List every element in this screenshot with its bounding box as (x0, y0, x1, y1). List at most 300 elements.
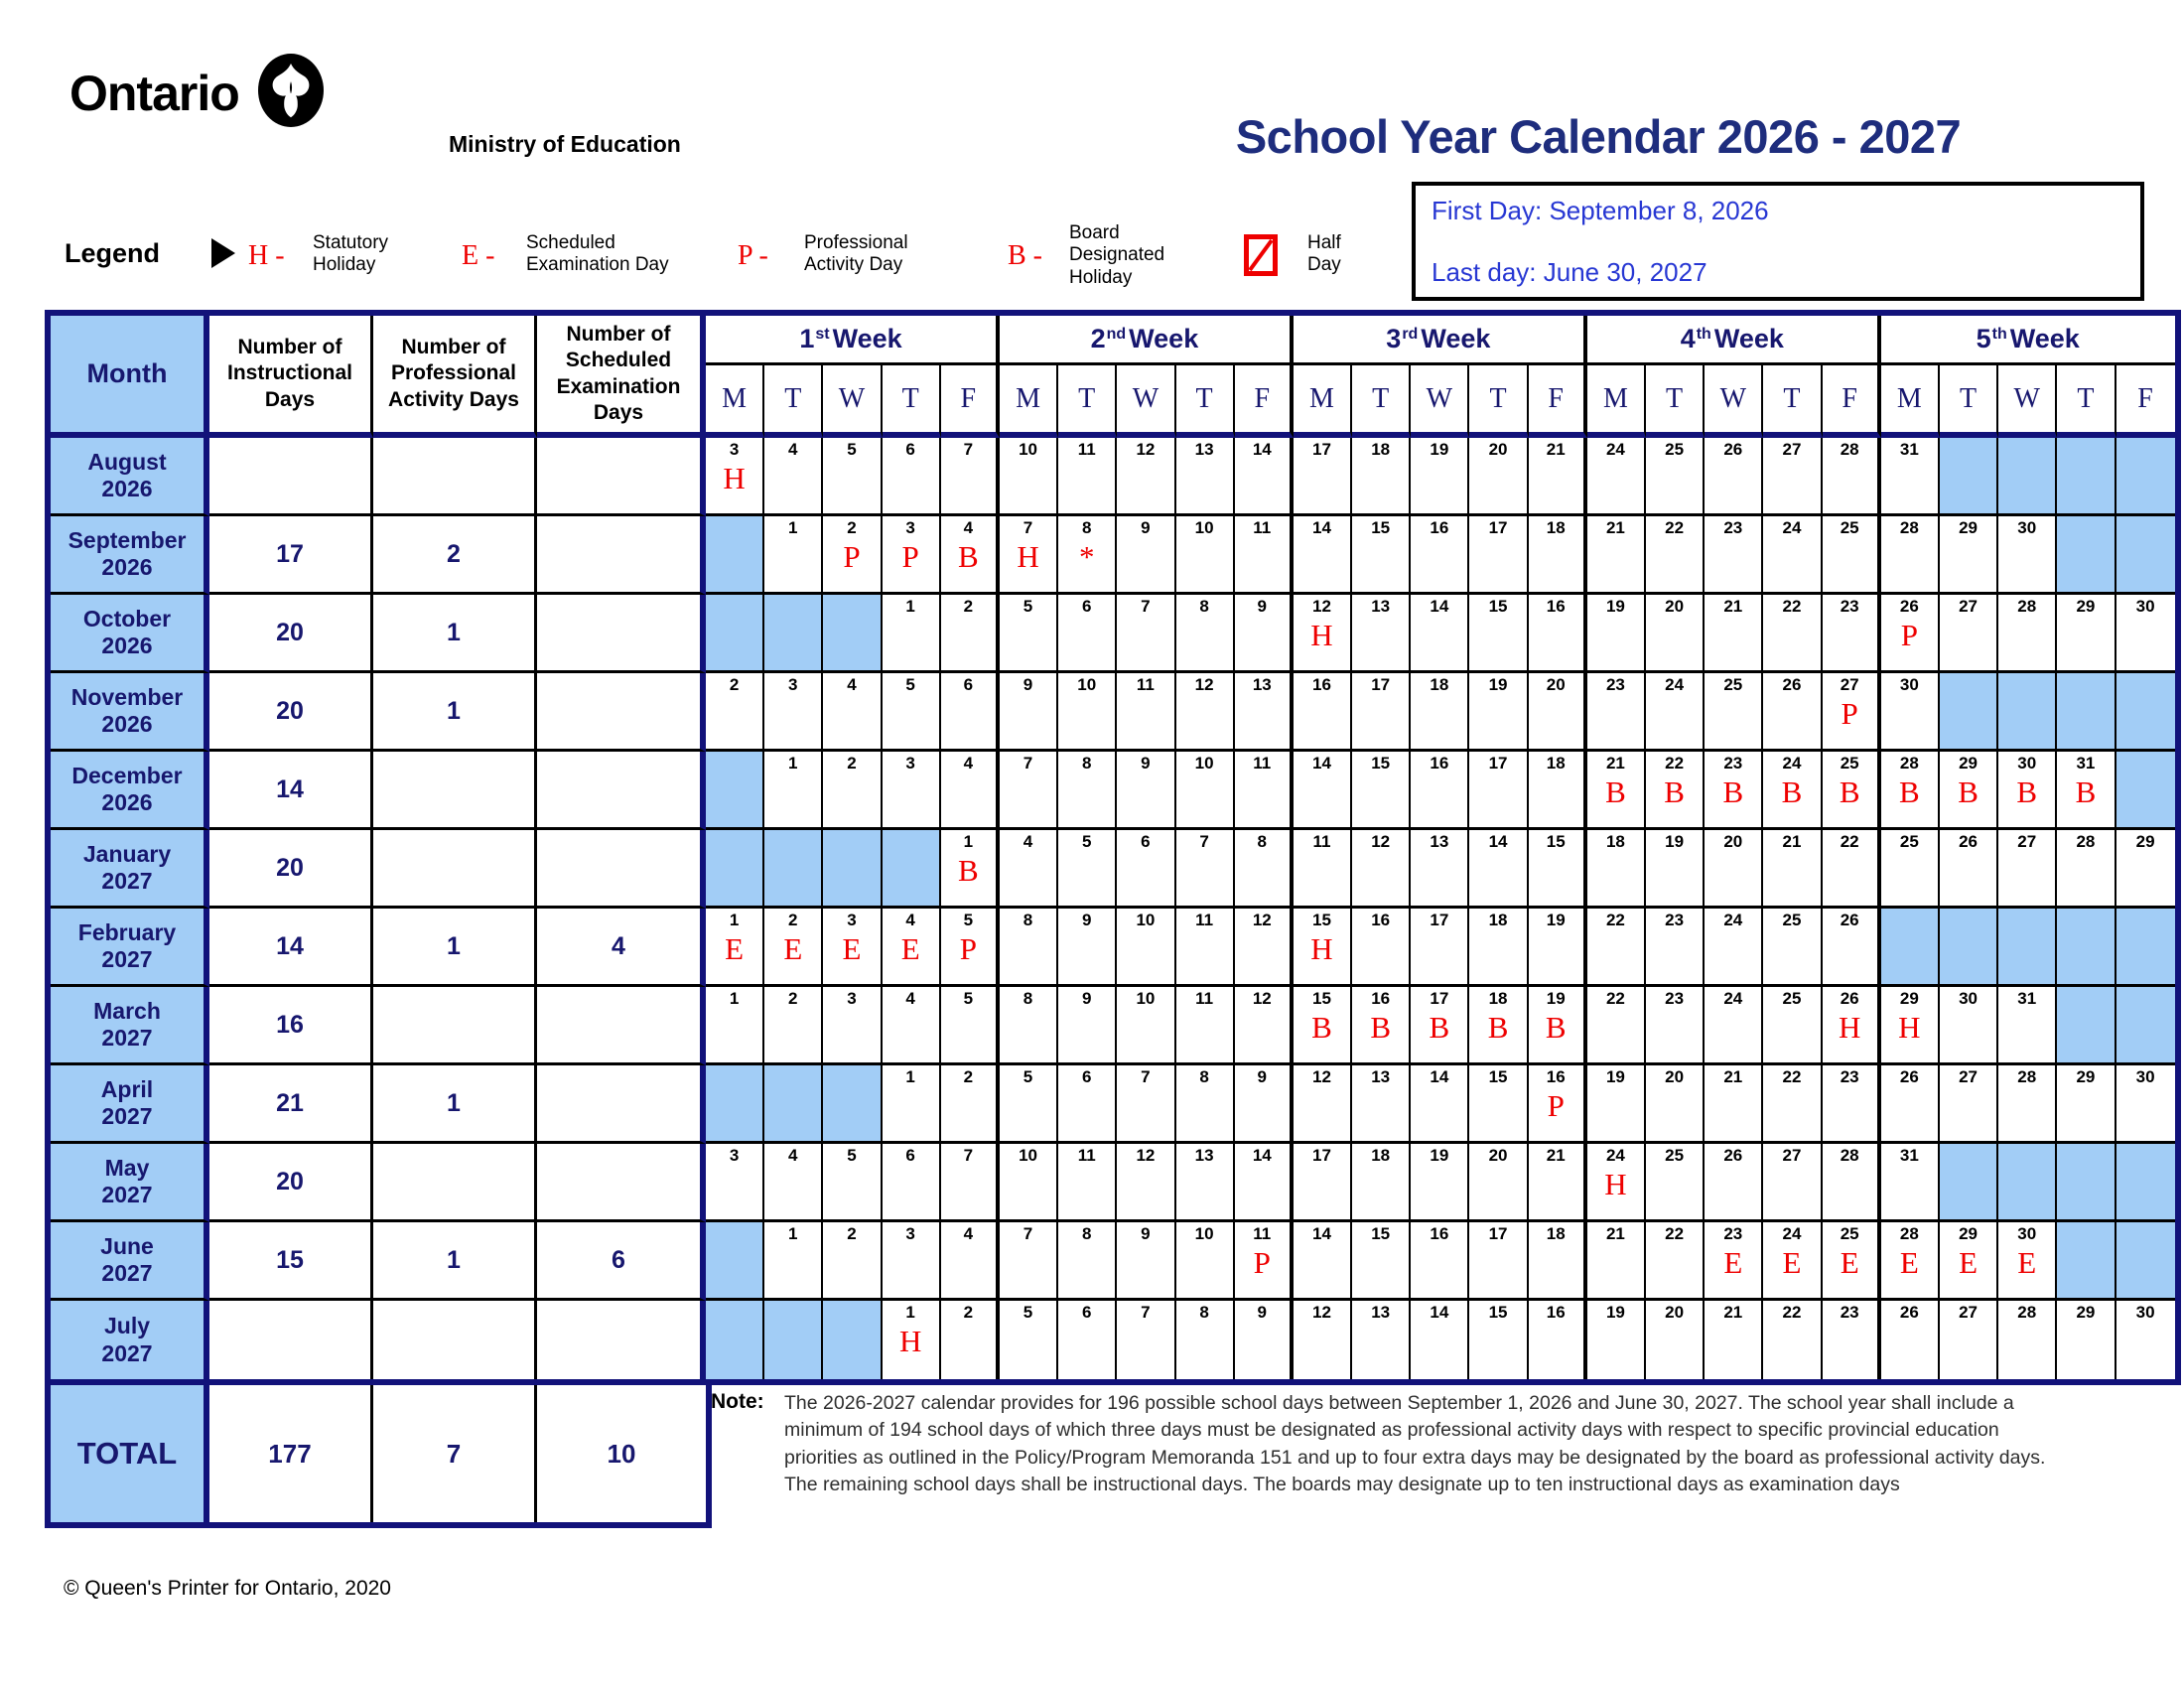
calendar-cell-day: 3 E (823, 909, 882, 987)
calendar-cell-day: 14 (1411, 1065, 1469, 1144)
calendar-cell-day: 9 (1117, 516, 1175, 595)
calendar-cell-day: 6 (1117, 830, 1175, 909)
calendar-cell-day: 20 (1529, 673, 1587, 752)
day-marker: B (1839, 774, 1860, 809)
calendar-cell-day: 5 (1000, 1065, 1058, 1144)
calendar-cell-day: 26 (1763, 673, 1822, 752)
month-name: August 2026 (51, 438, 209, 516)
day-letter-header: T (1469, 365, 1528, 438)
exam-days-value (537, 1144, 706, 1222)
dates-box (1412, 182, 2144, 301)
calendar-cell-day: 1 E (706, 909, 764, 987)
professional-activity-days-value: 1 (373, 1222, 537, 1301)
instructional-days-value: 17 (209, 516, 373, 595)
calendar-cell-day: 14 (1411, 1301, 1469, 1379)
professional-activity-days-value: 1 (373, 673, 537, 752)
calendar-cell-day: 22 (1823, 830, 1881, 909)
calendar-cell-day: 2 (941, 1301, 1000, 1379)
day-marker: B (1605, 774, 1626, 809)
calendar-cell-day: 14 (1294, 516, 1352, 595)
calendar-cell-day: 15 H (1294, 909, 1352, 987)
day-letter-header: T (1646, 365, 1705, 438)
week-header: 3 rd Week (1294, 316, 1587, 365)
day-marker: E (1899, 1244, 1919, 1280)
exam-days-value (537, 987, 706, 1065)
calendar-cell-day: 17 (1469, 516, 1528, 595)
legend-line: Professional (804, 232, 908, 253)
calendar-cell-blank (2057, 516, 2116, 595)
calendar-cell-day: 16 (1411, 1222, 1469, 1301)
calendar-cell-day: 15 (1352, 1222, 1411, 1301)
calendar-cell-day: 28 (1998, 595, 2057, 673)
calendar-cell-day: 16 (1529, 595, 1587, 673)
calendar-cell-day: 30 B (1998, 752, 2057, 830)
calendar-cell-day: 29 (2057, 1065, 2116, 1144)
calendar-cell-day: 10 (1000, 438, 1058, 516)
calendar-cell-day: 6 (941, 673, 1000, 752)
day-marker: E (1959, 1244, 1978, 1280)
trillium-logo-icon (255, 52, 327, 134)
calendar-cell-blank (2116, 673, 2175, 752)
month-name: February 2027 (51, 909, 209, 987)
day-marker: E (1723, 1244, 1743, 1280)
calendar-cell-day: 24 (1705, 987, 1763, 1065)
day-marker: B (1781, 774, 1803, 809)
month-name: September 2026 (51, 516, 209, 595)
calendar-cell-day: 3 P (883, 516, 941, 595)
calendar-cell-blank (1940, 1144, 1998, 1222)
exam-days-value (537, 1065, 706, 1144)
day-marker: H (1310, 617, 1333, 652)
calendar-cell-day: 18 B (1469, 987, 1528, 1065)
calendar-cell-day: 26 (1881, 1065, 1940, 1144)
calendar-cell-day: 7 (1117, 595, 1175, 673)
calendar-cell-day: 21 (1705, 1065, 1763, 1144)
exam-days-value (537, 673, 706, 752)
legend-label-exam-day (526, 232, 669, 277)
instructional-days-header: Number of Instructional Days (209, 316, 373, 438)
calendar-cell-day: 12 (1294, 1065, 1352, 1144)
day-letter-header: F (1823, 365, 1881, 438)
calendar-cell-day: 19 (1529, 909, 1587, 987)
day-marker: B (1370, 1009, 1391, 1045)
day-letter-header: T (764, 365, 823, 438)
calendar-cell-day: 9 (1058, 909, 1117, 987)
calendar-cell-blank (2116, 1222, 2175, 1301)
legend-line: Holiday (313, 254, 376, 276)
calendar-cell-day: 25 (1763, 987, 1822, 1065)
calendar-cell-day: 13 (1176, 1144, 1235, 1222)
calendar-cell-blank (706, 752, 764, 830)
calendar-cell-day: 26 H (1823, 987, 1881, 1065)
day-marker: P (1253, 1244, 1271, 1280)
note (711, 1390, 2071, 1498)
legend-line: Activity Day (804, 254, 903, 276)
calendar-cell-day: 24 (1646, 673, 1705, 752)
calendar-cell-day: 26 (1823, 909, 1881, 987)
total-instructional-days: 177 (209, 1385, 373, 1522)
calendar-cell-day: 11 (1235, 752, 1294, 830)
calendar-cell-day: 21 B (1587, 752, 1646, 830)
calendar-cell-day: 9 (1000, 673, 1058, 752)
total-label: TOTAL (51, 1385, 209, 1522)
calendar-cell-blank (2116, 438, 2175, 516)
calendar-cell-day: 2 E (764, 909, 823, 987)
calendar-cell-day: 27 (1998, 830, 2057, 909)
calendar-cell-day: 4 (941, 752, 1000, 830)
calendar-cell-day: 5 (1000, 1301, 1058, 1379)
calendar-cell-day: 1 B (941, 830, 1000, 909)
calendar-cell-day: 8 (1058, 1222, 1117, 1301)
legend-line: Statutory (313, 232, 389, 253)
instructional-days-value: 16 (209, 987, 373, 1065)
calendar-cell-day: 24 (1705, 909, 1763, 987)
half-day-icon (1244, 234, 1278, 276)
calendar-cell-day: 23 (1646, 909, 1705, 987)
day-marker: B (1311, 1009, 1332, 1045)
day-marker: * (1078, 538, 1095, 574)
calendar-cell-day: 11 (1058, 1144, 1117, 1222)
calendar-cell-day: 4 E (883, 909, 941, 987)
calendar-cell-day: 24 (1587, 438, 1646, 516)
week-header: 2 nd Week (1000, 316, 1294, 365)
calendar-cell-day: 30 (2116, 1065, 2175, 1144)
calendar-cell-day: 15 (1469, 595, 1528, 673)
calendar-cell-day: 2 (941, 595, 1000, 673)
calendar-cell-day: 6 (1058, 595, 1117, 673)
day-marker: B (1487, 1009, 1509, 1045)
day-marker: H (1604, 1166, 1627, 1201)
calendar-cell-day: 6 (883, 438, 941, 516)
calendar-cell-day: 20 (1646, 1065, 1705, 1144)
day-marker: E (1782, 1244, 1802, 1280)
day-marker: E (900, 930, 920, 966)
calendar-cell-day: 25 (1881, 830, 1940, 909)
day-letter-header: M (1000, 365, 1058, 438)
copyright: © Queen's Printer for Ontario, 2020 (64, 1577, 391, 1600)
calendar-cell-day: 28 (1881, 516, 1940, 595)
ministry-label: Ministry of Education (449, 131, 681, 157)
calendar-cell-day: 19 (1469, 673, 1528, 752)
day-letter-header: W (1705, 365, 1763, 438)
calendar-cell-day: 16 (1352, 909, 1411, 987)
calendar-cell-day: 22 (1763, 1065, 1822, 1144)
calendar-cell-day: 21 (1705, 1301, 1763, 1379)
day-marker: B (2075, 774, 2097, 809)
calendar-cell-day: 23 (1646, 987, 1705, 1065)
calendar-cell-day: 31 (1881, 438, 1940, 516)
calendar-cell-day: 15 (1469, 1065, 1528, 1144)
day-marker: P (1841, 695, 1858, 731)
professional-activity-days-value: 2 (373, 516, 537, 595)
calendar-cell-blank (1940, 909, 1998, 987)
calendar-cell-day: 27 (1940, 1065, 1998, 1144)
calendar-cell-blank (823, 595, 882, 673)
day-marker: P (901, 538, 919, 574)
month-column-header: Month (51, 316, 209, 438)
calendar-cell-day: 24 E (1763, 1222, 1822, 1301)
calendar-cell-day: 17 (1411, 909, 1469, 987)
calendar-cell-day: 22 (1587, 987, 1646, 1065)
calendar-cell-day: 1 (706, 987, 764, 1065)
day-letter-header: T (2057, 365, 2116, 438)
week-header: 5 th Week (1881, 316, 2175, 365)
legend-symbol-p: P - (738, 240, 768, 271)
calendar-cell-day: 18 (1352, 438, 1411, 516)
calendar-cell-day: 19 (1411, 438, 1469, 516)
calendar-cell-day: 17 B (1411, 987, 1469, 1065)
month-name: March 2027 (51, 987, 209, 1065)
calendar-cell-blank (1940, 438, 1998, 516)
calendar-cell-day: 15 (1352, 752, 1411, 830)
calendar-cell-day: 10 (1176, 516, 1235, 595)
calendar-cell-day: 12 H (1294, 595, 1352, 673)
calendar-cell-blank (706, 595, 764, 673)
calendar-cell-day: 26 (1705, 1144, 1763, 1222)
month-name: June 2027 (51, 1222, 209, 1301)
calendar-cell-day: 16 B (1352, 987, 1411, 1065)
day-letter-header: M (1587, 365, 1646, 438)
calendar-cell-day: 19 (1411, 1144, 1469, 1222)
month-name: May 2027 (51, 1144, 209, 1222)
calendar-cell-day: 29 (2057, 1301, 2116, 1379)
instructional-days-value: 20 (209, 1144, 373, 1222)
exam-days-value (537, 752, 706, 830)
calendar-cell-day: 13 (1352, 595, 1411, 673)
calendar-cell-day: 2 (941, 1065, 1000, 1144)
calendar-cell-day: 7 (1117, 1301, 1175, 1379)
calendar-cell-day: 18 (1529, 752, 1587, 830)
day-letter-header: T (1940, 365, 1998, 438)
calendar-cell-day: 18 (1469, 909, 1528, 987)
day-marker: P (959, 930, 977, 966)
calendar-cell-day: 10 (1176, 752, 1235, 830)
day-letter-header: T (883, 365, 941, 438)
calendar-cell-day: 7 (1176, 830, 1235, 909)
professional-activity-days-value (373, 830, 537, 909)
day-letter-header: F (1235, 365, 1294, 438)
calendar-cell-day: 8 (1000, 909, 1058, 987)
calendar-cell-day: 8 * (1058, 516, 1117, 595)
calendar-cell-day: 29 E (1940, 1222, 1998, 1301)
calendar-cell-day: 21 (1587, 1222, 1646, 1301)
calendar-cell-day: 3 (706, 1144, 764, 1222)
calendar-cell-day: 4 (764, 438, 823, 516)
professional-activity-days-value (373, 1144, 537, 1222)
instructional-days-value (209, 1301, 373, 1379)
calendar-cell-day: 19 (1646, 830, 1705, 909)
calendar-cell-blank (1998, 438, 2057, 516)
calendar-cell-day: 14 (1235, 438, 1294, 516)
calendar-cell-day: 7 (1000, 752, 1058, 830)
calendar-cell-day: 22 (1646, 1222, 1705, 1301)
calendar-cell-day: 23 (1823, 595, 1881, 673)
calendar-cell-day: 26 (1705, 438, 1763, 516)
legend-label-board-holiday (1069, 222, 1164, 289)
calendar-cell-day: 2 (823, 1222, 882, 1301)
calendar-cell-day: 30 E (1998, 1222, 2057, 1301)
calendar-cell-blank (883, 830, 941, 909)
day-marker: H (1898, 1009, 1921, 1045)
month-name: January 2027 (51, 830, 209, 909)
calendar-cell-day: 23 B (1705, 752, 1763, 830)
calendar-cell-day: 2 (706, 673, 764, 752)
calendar-cell-day: 11 (1176, 987, 1235, 1065)
month-name: November 2026 (51, 673, 209, 752)
calendar-cell-day: 29 B (1940, 752, 1998, 830)
calendar-cell-day: 4 (941, 1222, 1000, 1301)
exam-days-value: 4 (537, 909, 706, 987)
calendar-cell-day: 23 (1823, 1301, 1881, 1379)
day-letter-header: T (1763, 365, 1822, 438)
calendar-cell-day: 1 H (883, 1301, 941, 1379)
total-exam-days: 10 (607, 1438, 636, 1469)
calendar-cell-day: 14 (1294, 1222, 1352, 1301)
calendar-cell-day: 15 (1469, 1301, 1528, 1379)
instructional-days-value: 20 (209, 830, 373, 909)
legend-line: Board (1069, 222, 1120, 243)
calendar-cell-day: 3 (883, 1222, 941, 1301)
calendar-cell-blank (823, 1065, 882, 1144)
calendar-cell-day: 13 (1352, 1301, 1411, 1379)
calendar-cell-day: 24 H (1587, 1144, 1646, 1222)
calendar-cell-day: 11 (1117, 673, 1175, 752)
exam-days-header: Number of Scheduled Examination Days (537, 316, 706, 438)
day-letter-header: T (1176, 365, 1235, 438)
calendar-cell-day: 6 (883, 1144, 941, 1222)
calendar-cell-day: 28 B (1881, 752, 1940, 830)
calendar-cell-day: 20 (1646, 595, 1705, 673)
calendar-cell-day: 25 (1646, 1144, 1705, 1222)
day-marker: B (1899, 774, 1920, 809)
calendar-cell-day: 22 (1763, 595, 1822, 673)
exam-days-value (537, 1301, 706, 1379)
calendar-cell-day: 15 (1352, 516, 1411, 595)
last-day-text: Last day: June 30, 2027 (1432, 257, 1707, 287)
calendar-cell-day: 1 (883, 595, 941, 673)
calendar-cell-day: 11 (1294, 830, 1352, 909)
calendar-cell-day: 19 (1587, 595, 1646, 673)
calendar-cell-day: 21 (1529, 1144, 1587, 1222)
calendar-cell-blank (706, 1301, 764, 1379)
calendar-cell-blank (706, 516, 764, 595)
calendar-cell-day: 5 (823, 438, 882, 516)
calendar-cell-day: 29 (2057, 595, 2116, 673)
calendar-cell-day: 8 (1176, 595, 1235, 673)
day-marker: B (958, 538, 979, 574)
ontario-logo (69, 52, 327, 134)
total-row (45, 1379, 712, 1528)
professional-activity-days-value (373, 1301, 537, 1379)
calendar-cell-day: 10 (1000, 1144, 1058, 1222)
calendar-cell-day: 12 (1117, 1144, 1175, 1222)
calendar-cell-day: 16 (1411, 752, 1469, 830)
calendar-cell-blank (1940, 673, 1998, 752)
legend-line: Designated (1069, 244, 1165, 266)
legend-line: Day (1307, 254, 1341, 276)
calendar-cell-day: 11 (1058, 438, 1117, 516)
calendar-cell-day: 28 (2057, 830, 2116, 909)
calendar-cell-blank (2116, 752, 2175, 830)
calendar-cell-day: 30 (1998, 516, 2057, 595)
calendar-cell-day: 15 (1529, 830, 1587, 909)
calendar-cell-day: 20 (1469, 1144, 1528, 1222)
calendar-cell-day: 12 (1352, 830, 1411, 909)
professional-activity-days-value (373, 987, 537, 1065)
calendar-cell-day: 12 (1117, 438, 1175, 516)
calendar-cell-day: 7 (1000, 1222, 1058, 1301)
calendar-cell-day: 8 (1176, 1065, 1235, 1144)
calendar-cell-day: 14 (1411, 595, 1469, 673)
day-letter-header: W (1117, 365, 1175, 438)
calendar-cell-day: 31 B (2057, 752, 2116, 830)
calendar-cell-day: 20 (1469, 438, 1528, 516)
instructional-days-value: 15 (209, 1222, 373, 1301)
calendar-cell-day: 25 (1705, 673, 1763, 752)
calendar-cell-day: 23 (1587, 673, 1646, 752)
calendar-cell-day: 26 (1940, 830, 1998, 909)
legend-label-statutory-holiday (313, 232, 388, 277)
calendar-cell-day: 9 (1235, 1301, 1294, 1379)
calendar-cell-day: 2 P (823, 516, 882, 595)
calendar-cell-day: 27 (1940, 1301, 1998, 1379)
calendar-cell-day: 6 (1058, 1065, 1117, 1144)
calendar-cell-day: 7 H (1000, 516, 1058, 595)
calendar-cell-day: 9 (1235, 595, 1294, 673)
calendar-cell-day: 14 (1294, 752, 1352, 830)
exam-days-value (537, 516, 706, 595)
calendar-table (45, 310, 2181, 1385)
total-professional-activity-days: 7 (373, 1385, 537, 1522)
calendar-cell-blank (2057, 438, 2116, 516)
calendar-cell-blank (2057, 987, 2116, 1065)
legend-symbol-e: E - (462, 240, 495, 271)
calendar-cell-day: 18 (1411, 673, 1469, 752)
day-marker: H (723, 460, 746, 495)
calendar-cell-blank (2057, 909, 2116, 987)
calendar-cell-day: 10 (1117, 987, 1175, 1065)
legend-line: Holiday (1069, 266, 1133, 288)
day-marker: H (1310, 930, 1333, 966)
month-name: April 2027 (51, 1065, 209, 1144)
calendar-cell-day: 9 (1235, 1065, 1294, 1144)
calendar-cell-day: 10 (1176, 1222, 1235, 1301)
calendar-cell-day: 25 B (1823, 752, 1881, 830)
calendar-cell-blank (2116, 516, 2175, 595)
calendar-cell-day: 22 (1763, 1301, 1822, 1379)
day-marker: H (898, 1323, 922, 1358)
calendar-cell-blank (706, 1222, 764, 1301)
calendar-cell-day: 4 (883, 987, 941, 1065)
instructional-days-value: 20 (209, 595, 373, 673)
calendar-cell-blank (764, 1301, 823, 1379)
legend-arrow-icon (211, 238, 235, 268)
instructional-days-value: 14 (209, 909, 373, 987)
note-text: The 2026-2027 calendar provides for 196 possible school days between September 1, 2026 and June 30, 2027. The school year shall include a minimum of 194 school days of which three days must be designated as professional activity days with respect to specific provincial education priorities as outlined in the Policy/Program Memoranda 151 and up to four extra days may be designated by the board as professional activity days. The remaining school days shall be instructional days. The boards may designate up to ten instructional days as examination days (784, 1392, 2046, 1495)
calendar-cell-day: 13 (1411, 830, 1469, 909)
calendar-cell-day: 1 (764, 1222, 823, 1301)
week-header: 4 th Week (1587, 316, 1881, 365)
calendar-cell-day: 10 (1058, 673, 1117, 752)
calendar-cell-day: 12 (1235, 909, 1294, 987)
calendar-cell-day: 17 (1469, 1222, 1528, 1301)
calendar-cell-day: 22 (1646, 516, 1705, 595)
instructional-days-value: 14 (209, 752, 373, 830)
calendar-cell-day: 28 (1998, 1301, 2057, 1379)
first-day-text: First Day: September 8, 2026 (1432, 196, 1769, 225)
calendar-cell-day: 27 (1940, 595, 1998, 673)
calendar-cell-day: 28 (1823, 438, 1881, 516)
